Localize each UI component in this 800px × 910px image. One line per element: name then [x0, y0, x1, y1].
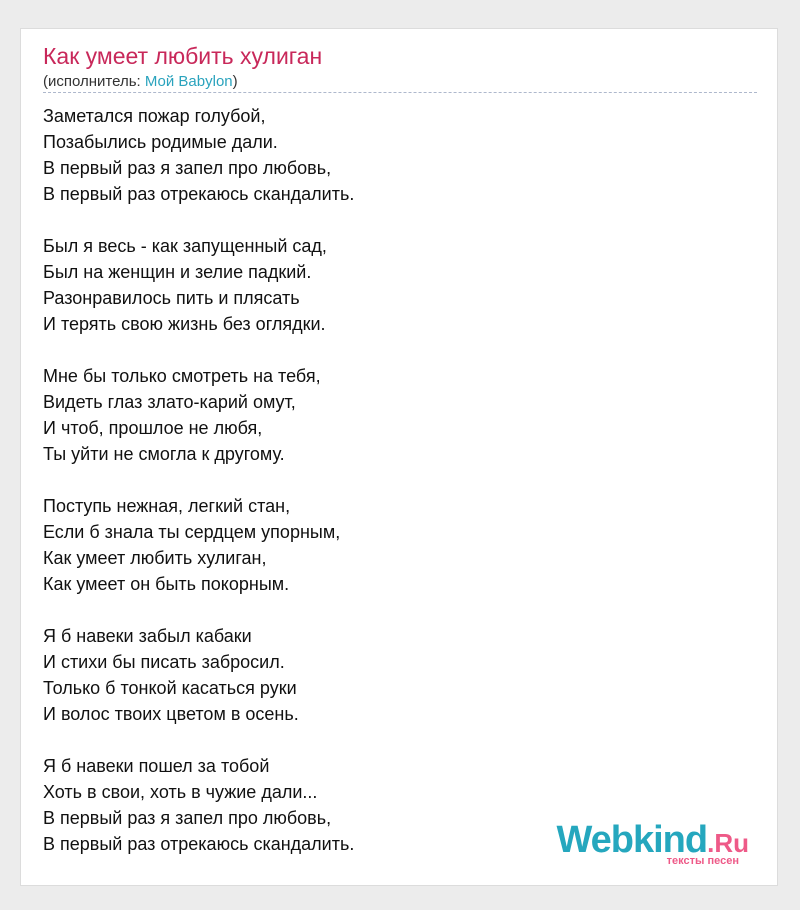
lyric-line: Я б навеки забыл кабаки — [43, 626, 252, 646]
lyric-line: И терять свою жизнь без оглядки. — [43, 314, 326, 334]
title-divider — [43, 92, 757, 93]
lyrics-body — [43, 103, 354, 883]
lyric-line: И чтоб, прошлое не любя, — [43, 418, 263, 438]
logo-brand: Webkind — [556, 819, 708, 861]
lyric-line: Разонравилось пить и плясать — [43, 288, 300, 308]
lyric-line: В первый раз отрекаюсь скандалить. — [43, 184, 355, 204]
lyric-line: В первый раз отрекаюсь скандалить. — [43, 834, 355, 854]
stanza — [43, 233, 354, 337]
lyric-line: Я б навеки пошел за тобой — [43, 756, 270, 776]
performer-suffix: ) — [232, 73, 238, 90]
lyric-line: Поступь нежная, легкий стан, — [43, 496, 291, 516]
webkind-logo[interactable] — [556, 819, 749, 867]
performer-link[interactable]: Мой Babylon — [144, 73, 233, 90]
stanza — [43, 363, 354, 467]
stanza — [43, 103, 354, 207]
lyric-line: Мне бы только смотреть на тебя, — [43, 366, 321, 386]
performer-line — [43, 73, 238, 90]
lyric-line: Позабылись родимые дали. — [43, 132, 278, 152]
lyric-line: И волос твоих цветом в осень. — [43, 704, 299, 724]
lyric-line: Только б тонкой касаться руки — [43, 678, 297, 698]
performer-prefix: (исполнитель: — [43, 73, 145, 90]
logo-tld: .Ru — [707, 828, 749, 858]
stanza — [43, 753, 354, 857]
lyric-line: Ты уйти не смогла к другому. — [43, 444, 285, 464]
logo-tagline: тексты песен — [666, 855, 739, 867]
lyric-line: В первый раз я запел про любовь, — [43, 158, 332, 178]
lyric-line: Видеть глаз злато-карий омут, — [43, 392, 296, 412]
lyric-line: Был на женщин и зелие падкий. — [43, 262, 312, 282]
lyric-line: Как умеет он быть покорным. — [43, 574, 290, 594]
stanza — [43, 493, 354, 597]
lyric-line: В первый раз я запел про любовь, — [43, 808, 332, 828]
lyric-line: Был я весь - как запущенный сад, — [43, 236, 327, 256]
lyric-line: Как умеет любить хулиган, — [43, 548, 267, 568]
lyric-line: Заметался пожар голубой, — [43, 106, 266, 126]
lyric-line: И стихи бы писать забросил. — [43, 652, 285, 672]
lyric-line: Хоть в свои, хоть в чужие дали... — [43, 782, 318, 802]
stanza — [43, 623, 354, 727]
lyric-line: Если б знала ты сердцем упорным, — [43, 522, 341, 542]
song-title: Как умеет любить хулиган — [43, 43, 323, 69]
lyrics-card — [20, 28, 778, 886]
